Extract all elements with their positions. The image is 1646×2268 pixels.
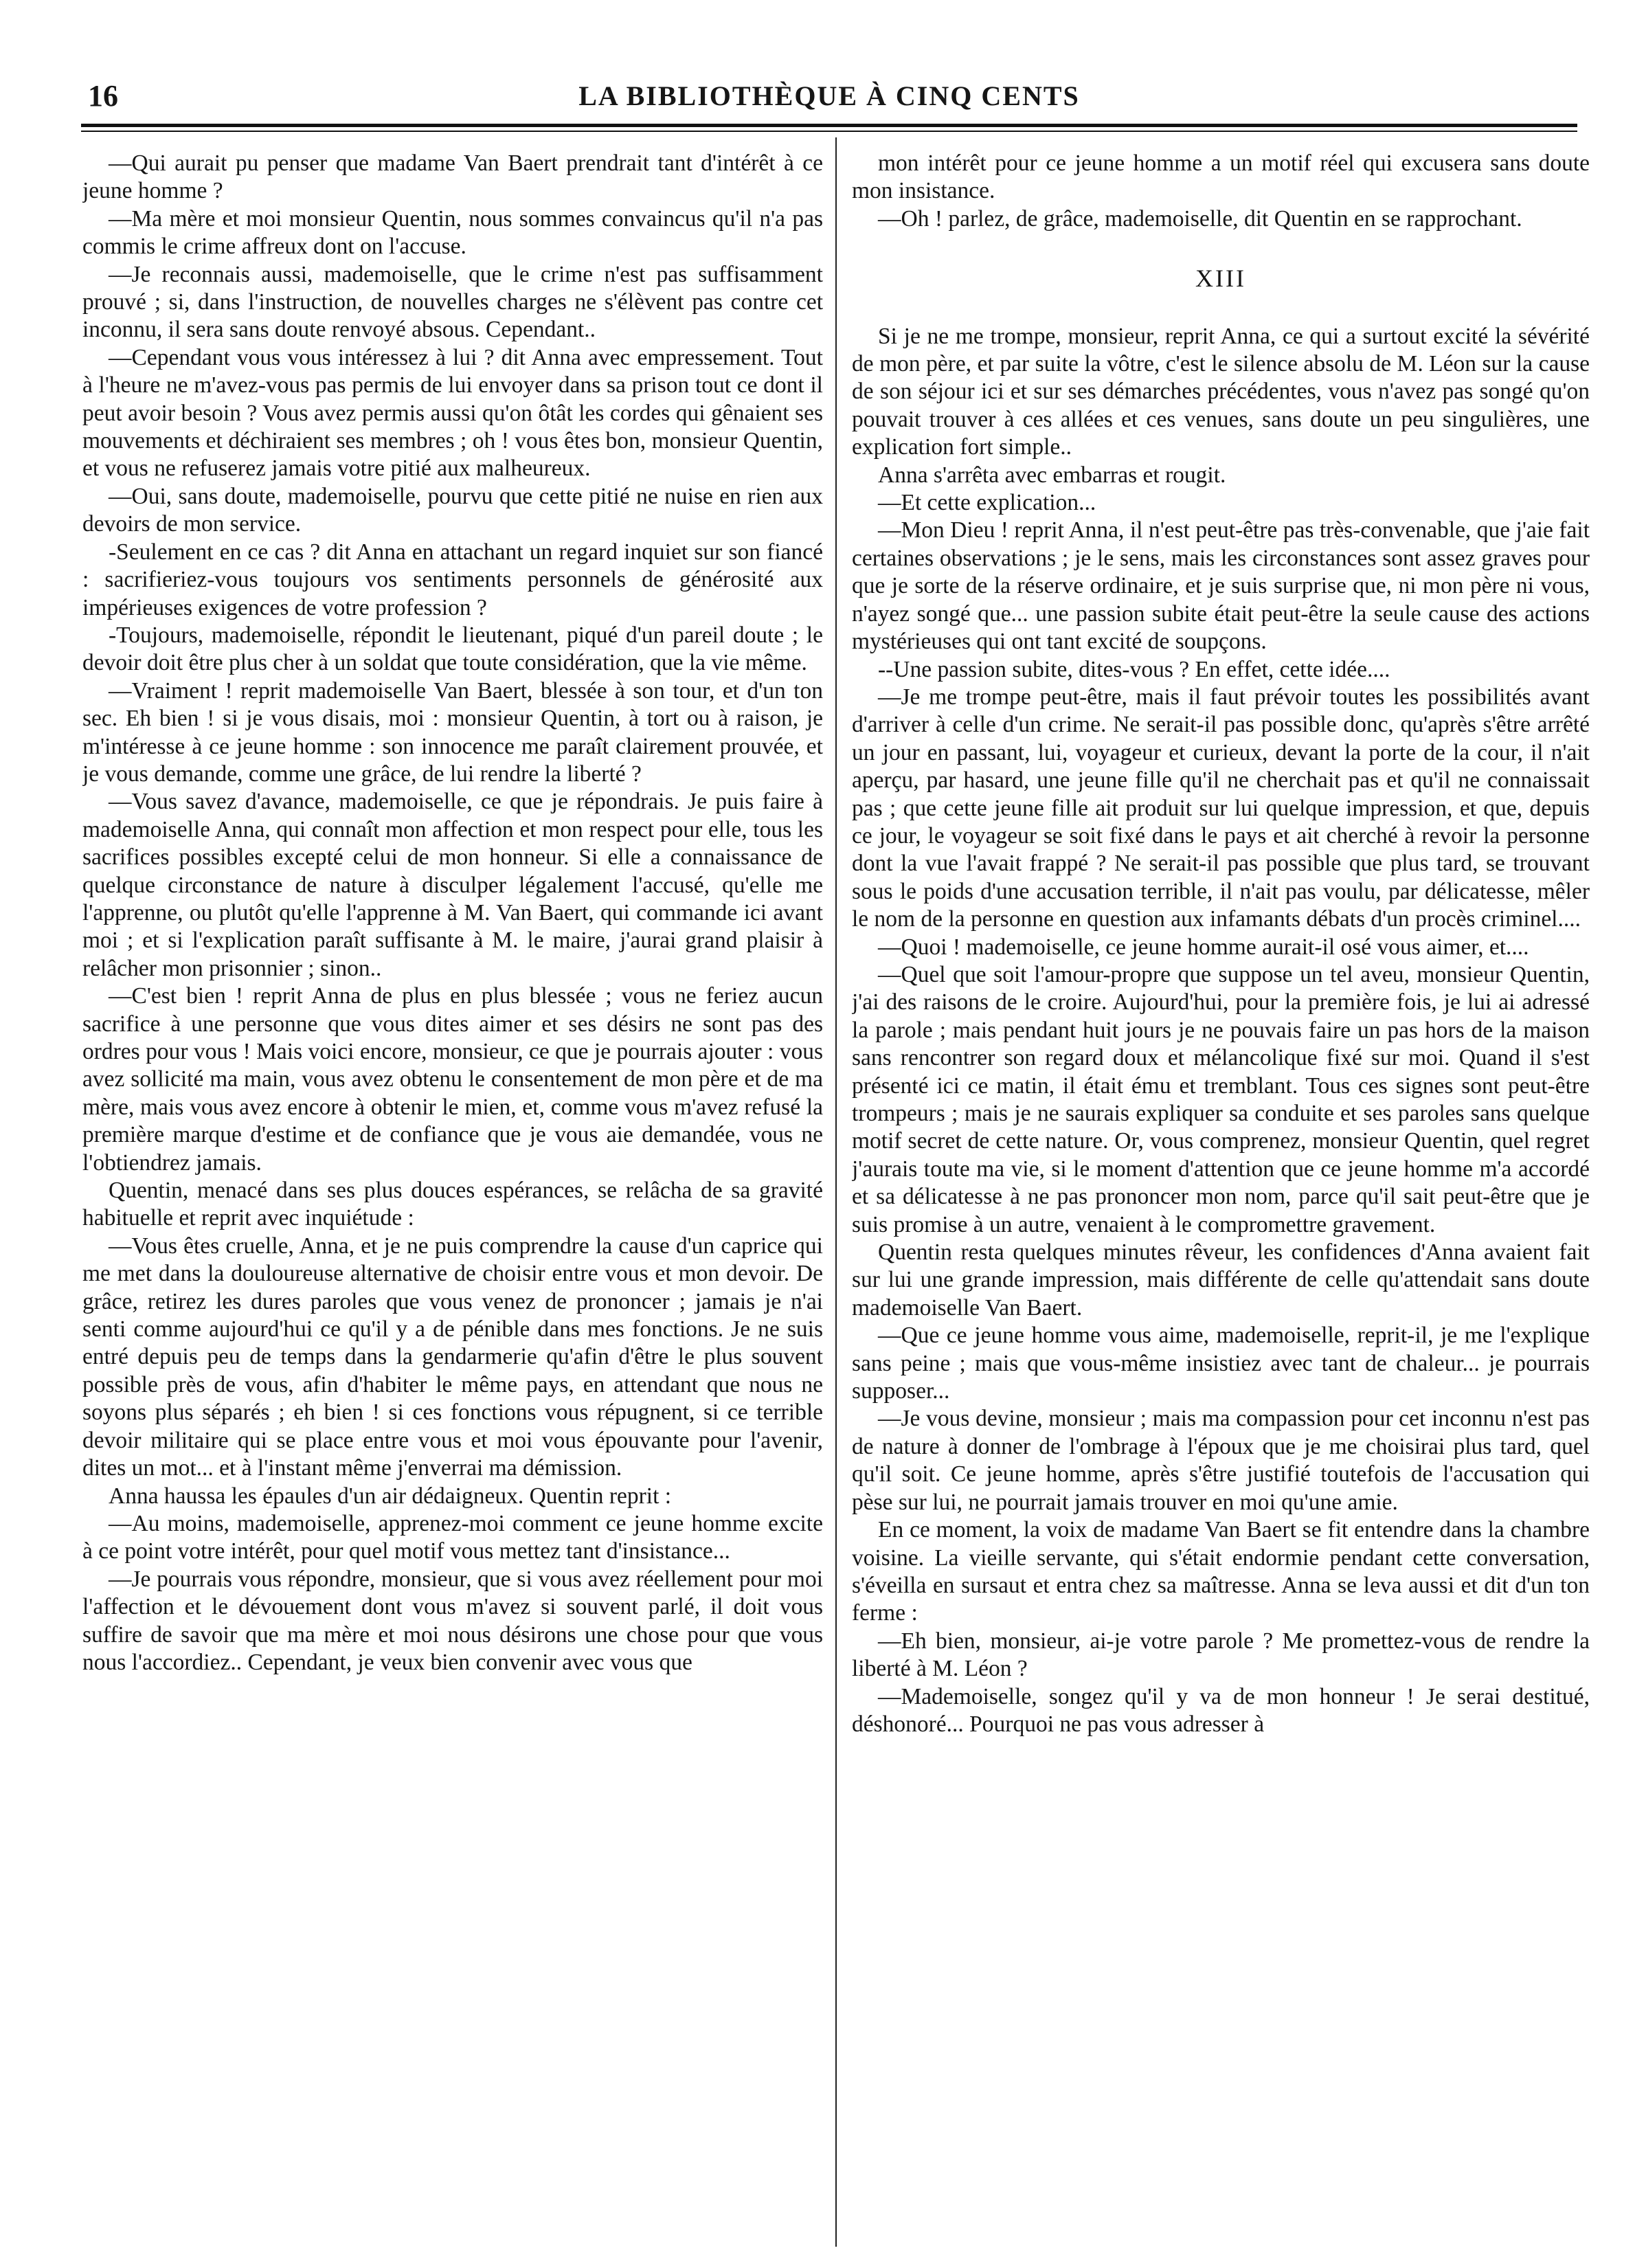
column-divider bbox=[835, 137, 837, 2247]
paragraph: --Une passion subite, dites-vous ? En effet, cette idée.... bbox=[878, 656, 1390, 682]
paragraph: —Eh bien, monsieur, ai-je votre parole ? Me promettez-vous de rendre la liberté à M. Léon ? bbox=[852, 1628, 1590, 1682]
page-number: 16 bbox=[88, 79, 118, 113]
running-title: LA BIBLIOTHÈQUE À CINQ CENTS bbox=[578, 80, 1080, 111]
paragraph: —Je me trompe peut-être, mais il faut prévoir toutes les possibilités avant d'arriver à celle d'un crime. Ne serait-il pas possible donc, qu'après s'être arrêté un jour en passant, lui, voyageur et curieux, devant la porte de la cour, il n'ait aperçu, par hasard, une jeune fille qu'il ne cherchait pas et qu'il ne connaissait pas ; que cette jeune fille ait produit sur lui quelque impression, et que, depuis ce jour, le voyageur se soit fixé dans le pays et ait cherché à revoir la personne dont la vue l'avait frappé ? Ne serait-il pas possible que plus tard, se trouvant sous le poids d'une accusation terrible, il n'ait pas voulu, par délicatesse, mêler le nom de la personne en question aux infamants débats d'un procès criminel.... bbox=[852, 684, 1590, 932]
paragraph: —Vous êtes cruelle, Anna, et je ne puis comprendre la cause d'un caprice qui me met dans la douloureuse alternative de choisir entre vous et mon devoir. De grâce, retirez les dures paroles que vous venez de prononcer ; jamais je n'ai senti comme aujourd'hui ce qu'il y a de pénible dans mes fonctions. Je ne suis entré depuis peu de temps dans la gendarmerie qu'afin d'être le plus souvent possible près de vous, afin d'habiter le même pays, en attendant que nous ne soyons plus séparés ; eh bien ! si ces fonctions vous répugnent, si ce terrible devoir militaire qui se place entre vous et moi vous épouvante pour l'avenir, dites un mot... et à l'instant même j'enverrai ma démission. bbox=[82, 1233, 823, 1481]
paragraph: -Toujours, mademoiselle, répondit le lieutenant, piqué d'un pareil doute ; le devoir doit être plus cher à un soldat que toute considération, que la vie même. bbox=[82, 622, 823, 676]
right-column bbox=[852, 150, 1590, 2245]
paragraph: Quentin, menacé dans ses plus douces espérances, se relâcha de sa gravité habituelle et reprit avec inquiétude : bbox=[82, 1178, 823, 1231]
paragraph: —Je vous devine, monsieur ; mais ma compassion pour cet inconnu n'est pas de nature à donner de l'ombrage à l'époux que je me choisirai plus tard, quel qu'il soit. Ce jeune homme, après s'être justifié toutefois de l'accusation qui pèse sur lui, ne pourrait jamais trouver en moi qu'une amie. bbox=[852, 1406, 1590, 1515]
paragraph: —Qui aurait pu penser que madame Van Baert prendrait tant d'intérêt à ce jeune homme ? bbox=[82, 150, 823, 204]
header-rule-thick bbox=[81, 124, 1577, 127]
paragraph: En ce moment, la voix de madame Van Baert se fit entendre dans la chambre voisine. La vieille servante, qui s'était endormie pendant cette conversation, s'éveilla en sursaut et entra chez sa maîtresse. Anna se leva aussi et dit d'un ton ferme : bbox=[852, 1517, 1590, 1626]
paragraph: —Je reconnais aussi, mademoiselle, que le crime n'est pas suffisamment prouvé ; si, dans l'instruction, de nouvelles charges ne s'élèvent pas contre cet inconnu, il sera sans doute renvoyé absous. Cependant.. bbox=[82, 261, 823, 343]
paragraph: —Mon Dieu ! reprit Anna, il n'est peut-être pas très-convenable, que j'aie fait certaines observations ; je le sens, mais les circonstances sont assez graves pour que je sorte de la réserve ordinaire, et je suis surprise que, ni mon père ni vous, n'ayez songé que... une passion subite était peut-être la seule cause des actions mystérieuses qui ont tant excité de soupçons. bbox=[852, 517, 1590, 655]
paragraph: -Seulement en ce cas ? dit Anna en attachant un regard inquiet sur son fiancé : sacrifieriez-vous toujours vos sentiments personnels de générosité aux impérieuses exigences de votre profession ? bbox=[82, 539, 823, 620]
paragraph: —Que ce jeune homme vous aime, mademoiselle, reprit-il, je me l'explique sans peine ; mais que vous-même insistiez avec tant de chaleur... je pourrais supposer... bbox=[852, 1323, 1590, 1404]
paragraph: Anna s'arrêta avec embarras et rougit. bbox=[878, 462, 1226, 488]
paragraph: —Quel que soit l'amour-propre que suppose un tel aveu, monsieur Quentin, j'ai des raisons de le croire. Aujourd'hui, pour la première fois, je lui ai adressé la parole ; mais pendant huit jours je ne pouvais faire un pas hors de la maison sans rencontrer son regard doux et mélancolique fixé sur moi. Quand il s'est présenté ici ce matin, il était ému et tremblant. Tous ces signes sont peut-être trompeurs ; mais je ne saurais expliquer sa conduite et ses paroles sans quelque motif secret de cette nature. Or, vous comprenez, monsieur Quentin, quel regret j'aurais toute ma vie, si le moment d'attention que ce jeune homme m'a accordé et sa délicatesse à ne pas prononcer mon nom, parce qu'il sait peut-être que je suis promise à un autre, venaient à le compromettre gravement. bbox=[852, 961, 1590, 1237]
paragraph: —Mademoiselle, songez qu'il y va de mon honneur ! Je serai destitué, déshonoré... Pourquoi ne pas vous adresser à bbox=[852, 1683, 1590, 1737]
paragraph: —Et cette explication... bbox=[878, 490, 1096, 516]
paragraph: —Au moins, mademoiselle, apprenez-moi comment ce jeune homme excite à ce point votre intérêt, pour quel motif vous mettez tant d'insistance... bbox=[82, 1510, 823, 1564]
left-column bbox=[82, 150, 823, 2245]
paragraph: —Ma mère et moi monsieur Quentin, nous sommes convaincus qu'il n'a pas commis le crime affreux dont on l'accuse. bbox=[82, 205, 823, 260]
paragraph: —Vous savez d'avance, mademoiselle, ce que je répondrais. Je puis faire à mademoiselle Anna, qui connaît mon affection et mon respect pour elle, tous les sacrifices possibles excepté celui de mon honneur. Si elle a connaissance de quelque circonstance de nature à disculper légalement l'accusé, qu'elle me l'apprenne, ou plutôt qu'elle l'apprenne à M. Van Baert, qui commande ici avant moi ; et si l'explication paraît suffisante à M. le maire, j'aurai grand plaisir à relâcher mon prisonnier ; sinon.. bbox=[82, 789, 823, 981]
paragraph: —Oui, sans doute, mademoiselle, pourvu que cette pitié ne nuise en rien aux devoirs de mon service. bbox=[82, 483, 823, 537]
paragraph: Si je ne me trompe, monsieur, reprit Anna, ce qui a surtout excité la sévérité de mon père, et par suite la vôtre, c'est le silence absolu de M. Léon sur la cause de son séjour ici et sur ses démarches précédentes, vous n'avez pas songé qu'on pouvait trouver à ces allées et ces venues, sans doute un peu singulières, une explication fort simple.. bbox=[852, 323, 1590, 460]
paragraph: —Vraiment ! reprit mademoiselle Van Baert, blessée à son tour, et d'un ton sec. Eh bien ! si je vous disais, moi : monsieur Quentin, à tort ou à raison, je m'intéresse à ce jeune homme : son innocence me paraît clairement prouvée, et je vous demande, comme une grâce, de lui rendre la liberté ? bbox=[82, 677, 823, 787]
paragraph: —Oh ! parlez, de grâce, mademoiselle, dit Quentin en se rapprochant. bbox=[878, 205, 1522, 232]
chapter-heading: XIII bbox=[1195, 265, 1246, 293]
paragraph: —Je pourrais vous répondre, monsieur, que si vous avez réellement pour moi l'affection et le dévouement dont vous m'avez si souvent parlé, il doit vous suffire de savoir que ma mère et moi nous désirons une chose pour que vous nous l'accordiez.. Cependant, je veux bien convenir avec vous que bbox=[82, 1566, 823, 1675]
paragraph: —Quoi ! mademoiselle, ce jeune homme aurait-il osé vous aimer, et.... bbox=[878, 934, 1529, 960]
paragraph: mon intérêt pour ce jeune homme a un motif réel qui excusera sans doute mon insistance. bbox=[852, 150, 1590, 204]
header-rule-thin bbox=[81, 131, 1577, 132]
paragraph: Anna haussa les épaules d'un air dédaigneux. Quentin reprit : bbox=[109, 1483, 672, 1509]
paragraph: —C'est bien ! reprit Anna de plus en plus blessée ; vous ne feriez aucun sacrifice à une personne que vous dites aimer et ses désirs ne sont pas des ordres pour vous ! Mais voici encore, monsieur, ce que je pourrais ajouter : vous avez sollicité ma main, vous avez obtenu le consentement de mon père et de ma mère, mais vous avez encore à obtenir le mien, et, comme vous m'avez refusé la première marque d'estime et de confiance que je vous aie demandée, vous ne l'obtiendrez jamais. bbox=[82, 983, 823, 1176]
page-header bbox=[81, 74, 1577, 122]
paragraph: Quentin resta quelques minutes rêveur, les confidences d'Anna avaient fait sur lui une grande impression, mais différente de celle qu'attendait sans doute mademoiselle Van Baert. bbox=[852, 1239, 1590, 1321]
paragraph: —Cependant vous vous intéressez à lui ? dit Anna avec empressement. Tout à l'heure ne m'avez-vous pas permis de lui envoyer dans sa prison tout ce dont il peut avoir besoin ? Vous avez permis aussi qu'on ôtât les cordes qui gênaient ses mouvements et déchiraient ses membres ; oh ! vous êtes bon, monsieur Quentin, et vous ne refuserez jamais votre pitié aux malheureux. bbox=[82, 344, 823, 482]
